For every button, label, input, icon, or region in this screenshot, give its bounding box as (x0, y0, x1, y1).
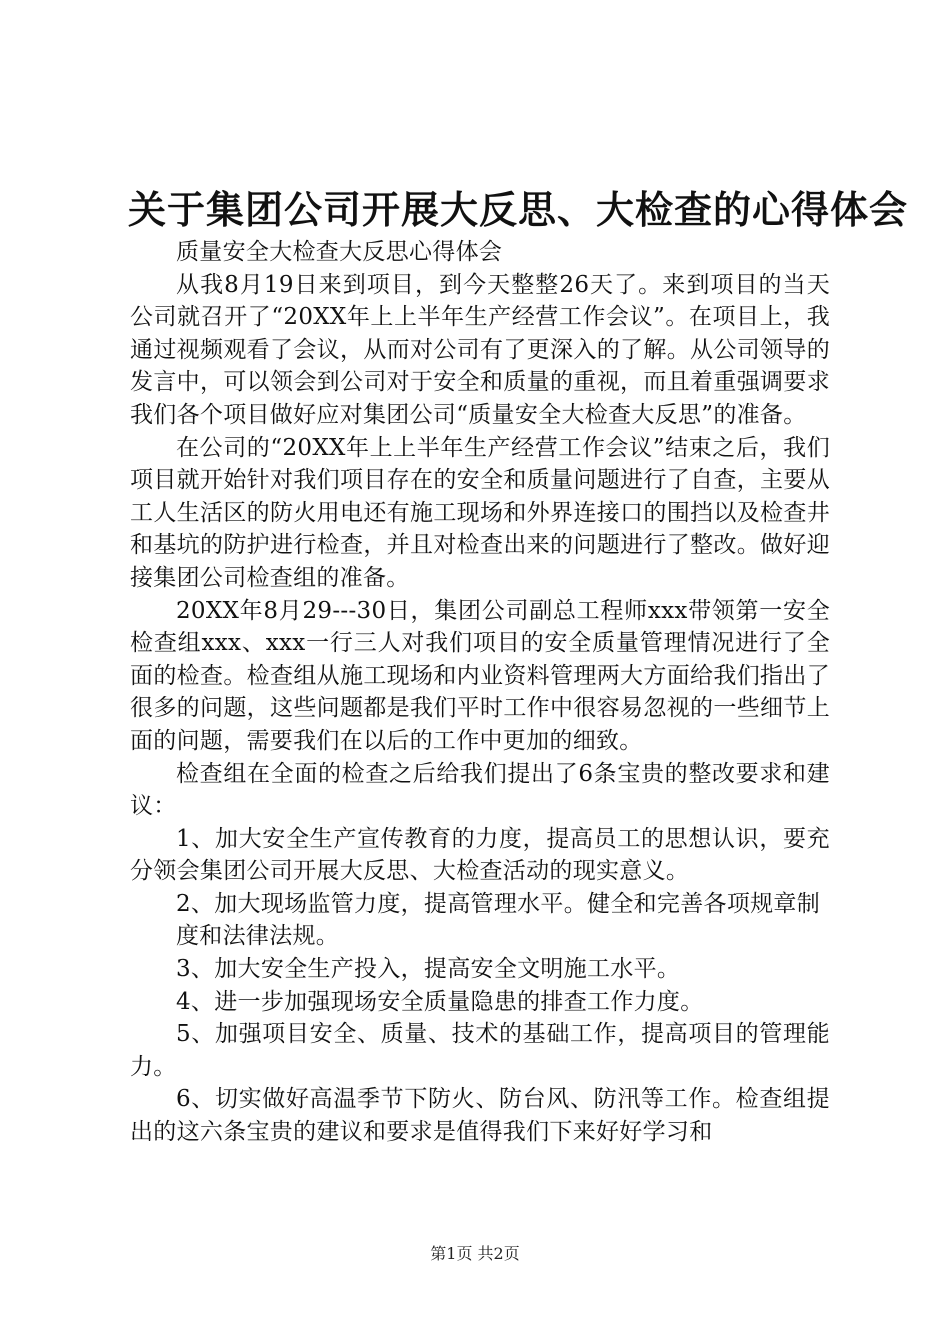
body-paragraph: 从我8月19日来到项目，到今天整整26天了。来到项目的当天公司就召开了“20XX年上上半年生产经营工作会议”。在项目上，我通过视频观看了会议，从而对公司有了更深入的了解。从公司领导的发言中，可以领会到公司对于安全和质量的重视，而且着重强调要求我们各个项目做好应对集团公司“质量安全大检查大反思”的准备。 (130, 271, 830, 428)
body-paragraph: 检查组在全面的检查之后给我们提出了6条宝贵的整改要求和建议： (130, 760, 830, 820)
list-item: 3、加大安全生产投入，提高安全文明施工水平。 (176, 956, 681, 983)
list-item: 6、切实做好高温季节下防火、防台风、防汛等工作。检查组提出的这六条宝贵的建议和要求是值得我们下来好好学习和 (130, 1086, 830, 1146)
body-paragraph: 在公司的“20XX年上上半年生产经营工作会议”结束之后，我们项目就开始针对我们项目存在的安全和质量问题进行了自查，主要从工人生活区的防火用电还有施工现场和外界连接口的围挡以及检查井和基坑的防护进行检查，并且对检查出来的问题进行了整改。做好迎接集团公司检查组的准备。 (130, 434, 830, 591)
document-body (130, 236, 830, 1149)
page-number-footer: 第1页 共2页 (430, 1244, 520, 1263)
document-title: 关于集团公司开展大反思、大检查的心得体会 (128, 187, 909, 232)
list-item-continuation: 度和法律法规。 (176, 923, 340, 950)
list-item: 1、加大安全生产宣传教育的力度，提高员工的思想认识，要充分领会集团公司开展大反思、大检查活动的现实意义。 (130, 825, 830, 885)
list-item: 4、进一步加强现场安全质量隐患的排查工作力度。 (176, 988, 704, 1015)
list-item: 2、加大现场监管力度，提高管理水平。健全和完善各项规章制 (176, 890, 821, 917)
body-paragraph: 20XX年8月29---30日，集团公司副总工程师xxx带领第一安全检查组xxx、xxx一行三人对我们项目的安全质量管理情况进行了全面的检查。检查组从施工现场和内业资料管理两大方面给我们指出了很多的问题，这些问题都是我们平时工作中很容易忽视的一些细节上面的问题，需要我们在以后的工作中更加的细致。 (130, 597, 830, 754)
list-item: 5、加强项目安全、质量、技术的基础工作，提高项目的管理能力。 (130, 1021, 830, 1080)
subtitle-paragraph: 质量安全大检查大反思心得体会 (176, 239, 503, 265)
